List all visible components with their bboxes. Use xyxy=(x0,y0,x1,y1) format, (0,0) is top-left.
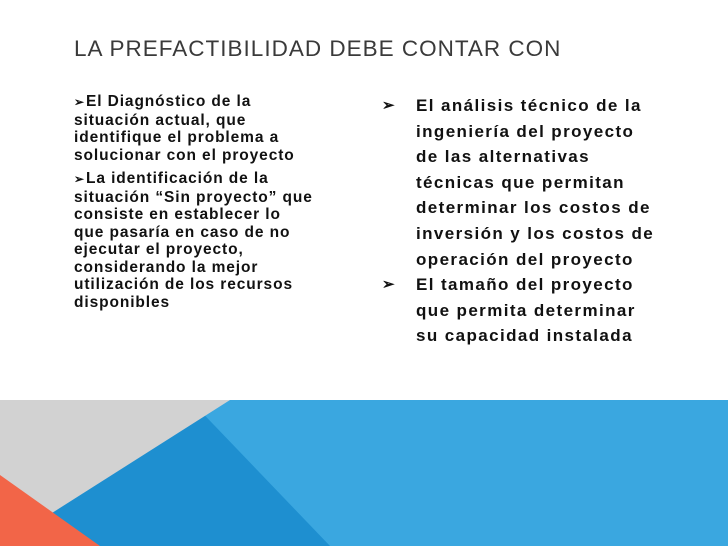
right-bullet-list xyxy=(382,93,662,349)
arrow-bullet-icon: ➢ xyxy=(382,97,396,114)
right-item-text: El análisis técnico de la ingeniería del proyecto de las alternativas técnicas que permitan determinar los costos de inversión y los costos de operación del proyecto xyxy=(416,96,655,269)
slide-title: LA PREFACTIBILIDAD DEBE CONTAR CON xyxy=(74,36,562,61)
left-item-text: La identificación de la situación “Sin proyecto” que consiste en establecer lo que pasaría en caso de no ejecutar el proyecto, considerando la mejor utilización de los recursos disponibles xyxy=(74,170,313,311)
left-list-item xyxy=(74,93,314,164)
arrow-bullet-icon: ➢ xyxy=(382,276,396,294)
arrow-bullet-icon: ➢ xyxy=(74,95,85,109)
left-item-text: El Diagnóstico de la situación actual, que identifique el problema a solucionar con el proyecto xyxy=(74,93,295,164)
arrow-bullet-icon: ➢ xyxy=(74,172,85,186)
right-list-item xyxy=(382,272,662,349)
left-list-item xyxy=(74,170,314,311)
right-list-item xyxy=(382,93,662,272)
left-bullet-list xyxy=(74,93,314,317)
right-item-text: El tamaño del proyecto que permita determinar su capacidad instalada xyxy=(416,275,636,346)
